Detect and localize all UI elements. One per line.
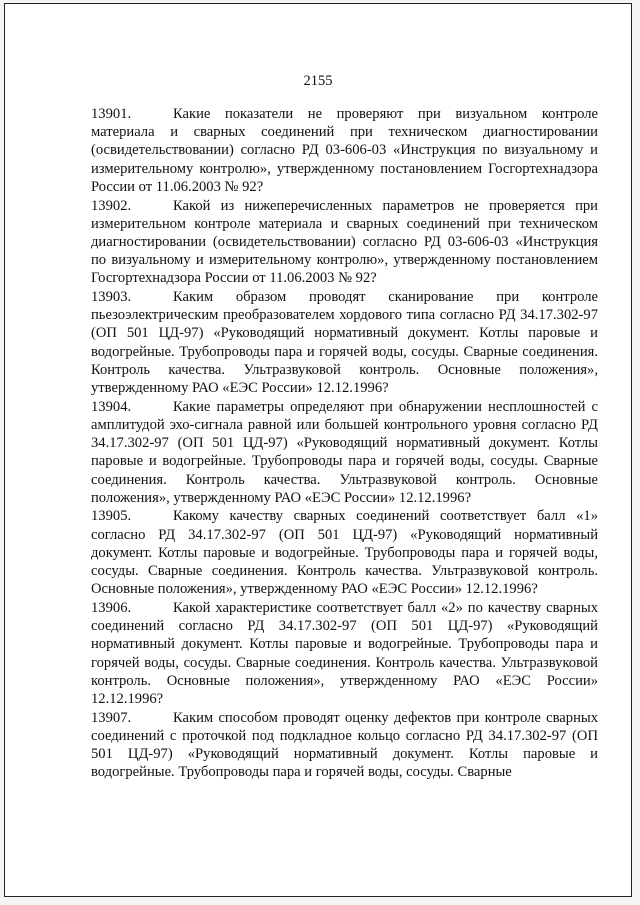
question-text: Какой характеристике соответствует балл «2» по качеству сварных соединений согласно РД 34.17.302-97 (ОП 501 ЦД-97) «Руководящий нормативный документ. Котлы паровые и водогрейные. Трубопроводы пара и горячей воды, сосуды. Сварные соединения. Контроль качества. Ультразвуковой контроль. Основные положения», утвержденному РАО «ЕЭС России» 12.12.1996? bbox=[91, 599, 598, 707]
question-13907 bbox=[91, 709, 598, 782]
question-13902 bbox=[91, 197, 598, 288]
question-number: 13901. bbox=[91, 106, 132, 122]
question-number: 13904. bbox=[91, 398, 132, 415]
document-page bbox=[4, 3, 632, 897]
question-text: Какому качеству сварных соединений соответствует балл «1» согласно РД 34.17.302-97 (ОП 501 ЦД-97) «Руководящий нормативный документ. Котлы паровые и водогрейные. Трубопроводы пара и горячей воды, сосуды. Сварные соединения. Контроль качества. Ультразвуковой контроль. Основные положения», утвержденному РАО «ЕЭС России» 12.12.1996? bbox=[91, 508, 598, 598]
question-13906 bbox=[91, 599, 598, 708]
question-number: 13902. bbox=[91, 197, 132, 214]
question-text: Какие показатели не проверяют при визуальном контроле материала и сварных соединений при техническом диагностировании (освидетельствовании) согласно РД 03-606-03 «Инструкция по визуальному и измерительному контролю», утвержденному постановлением Госгортехнадзора России от 11.06.2003 № 92? bbox=[91, 106, 598, 195]
question-number: 13907. bbox=[91, 709, 132, 726]
question-text: Какие параметры определяют при обнаружении несплошностей с амплитудой эхо-сигнала равной или большей контрольного уровня согласно РД 34.17.302-97 (ОП 501 ЦД-97) «Руководящий нормативный документ. Котлы паровые и водогрейные. Трубопроводы пара и горячей воды, сосуды. Сварные соединения. Контроль качества. Ультразвуковой контроль. Основные положения», утвержденному РАО «ЕЭС России» 12.12.1996? bbox=[91, 398, 598, 506]
question-13905 bbox=[91, 507, 598, 598]
question-text: Какой из нижеперечисленных параметров не проверяется при измерительном контроле материала и сварных соединений при техническом диагностировании (освидетельствовании) согласно РД 03-606-03 «Инструкция по визуальному и измерительному контролю», утвержденному постановлением Госгортехнадзора России от 11.06.2003 № 92? bbox=[91, 197, 598, 287]
question-text: Каким способом проводят оценку дефектов при контроле сварных соединений с проточкой под подкладное кольцо согласно РД 34.17.302-97 (ОП 501 ЦД-97) «Руководящий нормативный документ. Котлы паровые и водогрейные. Трубопроводы пара и горячей воды, сосуды. Сварные bbox=[91, 709, 598, 781]
question-13903 bbox=[91, 288, 598, 397]
question-number: 13903. bbox=[91, 289, 132, 306]
question-13904 bbox=[91, 398, 598, 507]
page-number: 2155 bbox=[303, 73, 333, 89]
question-number: 13905. bbox=[91, 508, 132, 525]
question-text: Каким образом проводят сканирование при контроле пьезоэлектрическим преобразователем хордового типа согласно РД 34.17.302-97 (ОП 501 ЦД-97) «Руководящий нормативный документ. Котлы паровые и водогрейные. Трубопроводы пара и горячей воды, сосуды. Сварные соединения. Контроль качества. Ультразвуковой контроль. Основные положения», утвержденному РАО «ЕЭС России» 12.12.1996? bbox=[91, 289, 598, 397]
question-list bbox=[91, 105, 598, 782]
question-13901 bbox=[91, 105, 598, 196]
question-number: 13906. bbox=[91, 599, 132, 616]
